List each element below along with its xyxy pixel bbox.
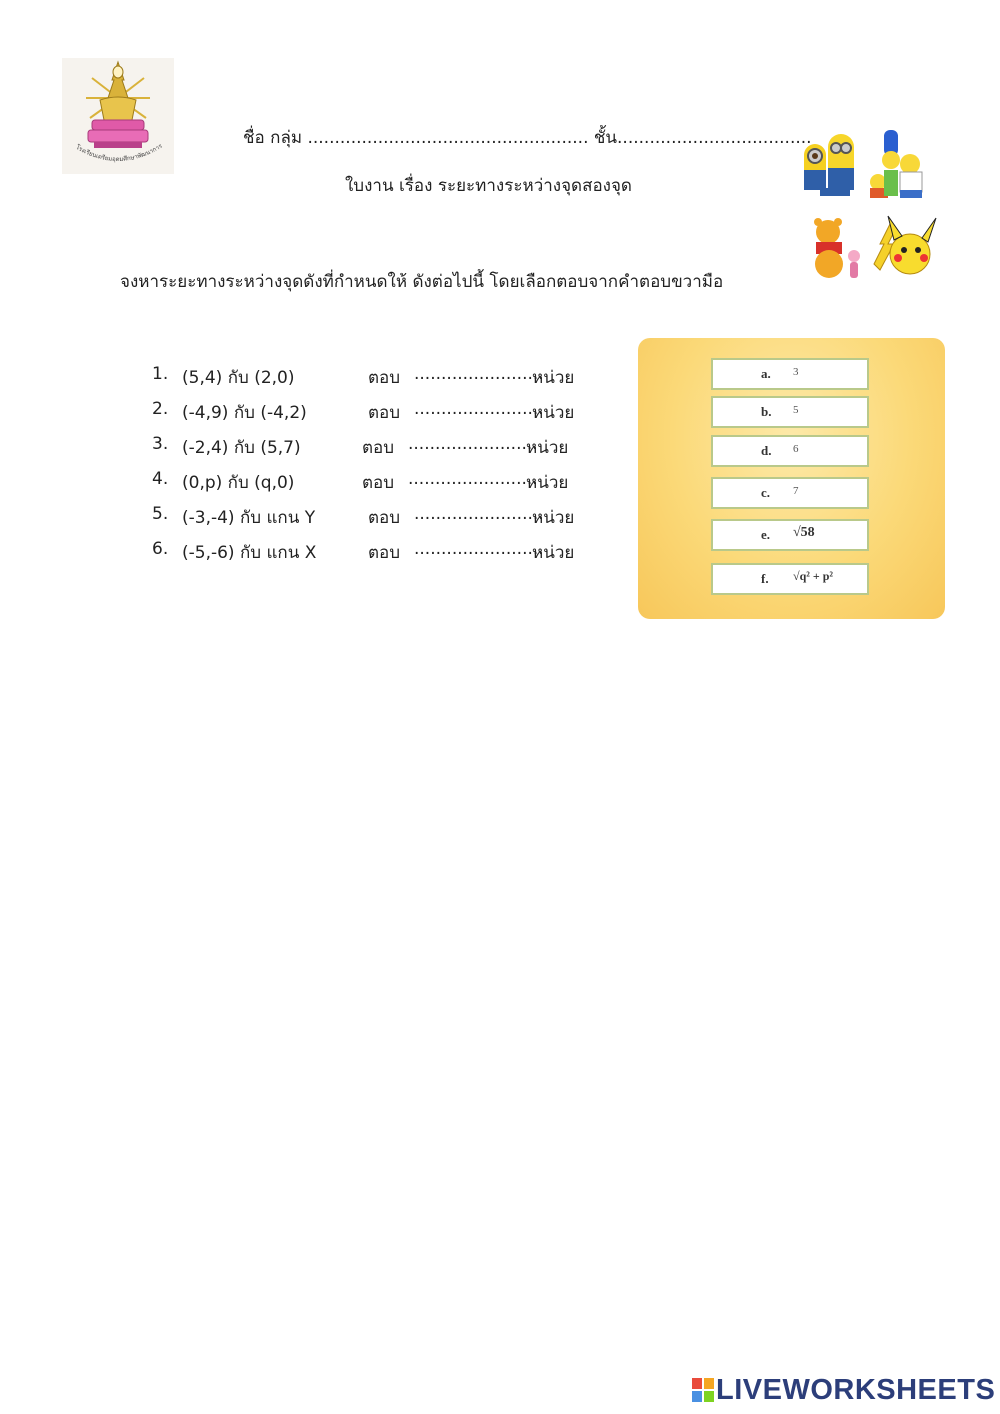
question-item (152, 504, 612, 539)
answer-label: ตอบ (368, 403, 401, 423)
unit-label: หน่วย (532, 368, 575, 388)
watermark-text: LIVEWORKSHEETS (716, 1374, 996, 1406)
worksheet-title: ใบงาน เรื่อง ระยะทางระหว่างจุดสองจุด (345, 176, 632, 196)
answer-label: ตอบ (368, 543, 401, 563)
question-number: 4. (152, 469, 169, 489)
question-points: (0,p) กับ (q,0) (182, 473, 295, 493)
answer-blank[interactable]: ........................ (414, 364, 544, 384)
question-number: 6. (152, 539, 169, 559)
answer-blank[interactable]: ........................ (414, 504, 544, 524)
question-item (152, 539, 612, 574)
question-number: 3. (152, 434, 169, 454)
choice-a[interactable] (711, 358, 869, 390)
question-points: (-3,-4) กับ แกน Y (182, 508, 316, 528)
choice-letter: a. (761, 366, 771, 381)
question-points: (-5,-6) กับ แกน X (182, 543, 317, 563)
unit-label: หน่วย (526, 438, 569, 458)
winnie-the-pooh-picture (808, 214, 864, 282)
answer-label: ตอบ (362, 438, 395, 458)
liveworksheets-icon (692, 1378, 714, 1402)
question-points: (-2,4) กับ (5,7) (182, 438, 301, 458)
choice-letter: c. (761, 485, 771, 500)
minions-picture (800, 126, 860, 200)
question-item (152, 364, 612, 399)
choice-value: 5 (793, 404, 799, 416)
question-points: (-4,9) กับ (-4,2) (182, 403, 307, 423)
answer-blank[interactable]: ........................ (414, 399, 544, 419)
question-number: 2. (152, 399, 169, 419)
question-item (152, 399, 612, 434)
choice-letter: b. (761, 404, 772, 419)
svg-text:โรงเรียนเตรียมอุดมศึกษาพัฒนากา: โรงเรียนเตรียมอุดมศึกษาพัฒนาการ (74, 142, 164, 164)
answer-label: ตอบ (368, 508, 401, 528)
answer-choices-panel (638, 338, 945, 619)
unit-label: หน่วย (532, 508, 575, 528)
choice-value: 6 (793, 443, 799, 455)
choice-b[interactable] (711, 396, 869, 428)
question-points: (5,4) กับ (2,0) (182, 368, 295, 388)
question-item (152, 469, 612, 504)
choice-value: 7 (793, 485, 799, 497)
answer-blank[interactable]: ........................ (408, 469, 538, 489)
simpsons-picture (866, 130, 928, 200)
pikachu-picture (870, 214, 940, 280)
answer-label: ตอบ (368, 368, 401, 388)
choice-letter: f. (761, 571, 769, 586)
answer-blank[interactable]: ........................ (408, 434, 538, 454)
question-item (152, 434, 612, 469)
question-number: 5. (152, 504, 169, 524)
choice-c[interactable] (711, 477, 869, 509)
choice-d[interactable] (711, 435, 869, 467)
choice-value: √q² + p² (793, 569, 833, 583)
unit-label: หน่วย (532, 403, 575, 423)
question-list (152, 364, 612, 574)
school-emblem-icon (62, 58, 174, 174)
answer-label: ตอบ (362, 473, 395, 493)
unit-label: หน่วย (526, 473, 569, 493)
choice-e[interactable] (711, 519, 869, 551)
answer-blank[interactable]: ........................ (414, 539, 544, 559)
choice-f[interactable] (711, 563, 869, 595)
question-number: 1. (152, 364, 169, 384)
instruction-text: จงหาระยะทางระหว่างจุดดังที่กำหนดให้ ดังต่อไปนี้ โดยเลือกตอบจากคำตอบขวามือ (120, 272, 724, 292)
choice-letter: d. (761, 443, 772, 458)
choice-value: 3 (793, 366, 799, 378)
choice-letter: e. (761, 527, 771, 542)
choice-value: √58 (793, 525, 815, 540)
unit-label: หน่วย (532, 543, 575, 563)
name-class-line[interactable]: ชื่อ กลุ่ม .................................................... ชั้น.................................... (243, 128, 812, 148)
